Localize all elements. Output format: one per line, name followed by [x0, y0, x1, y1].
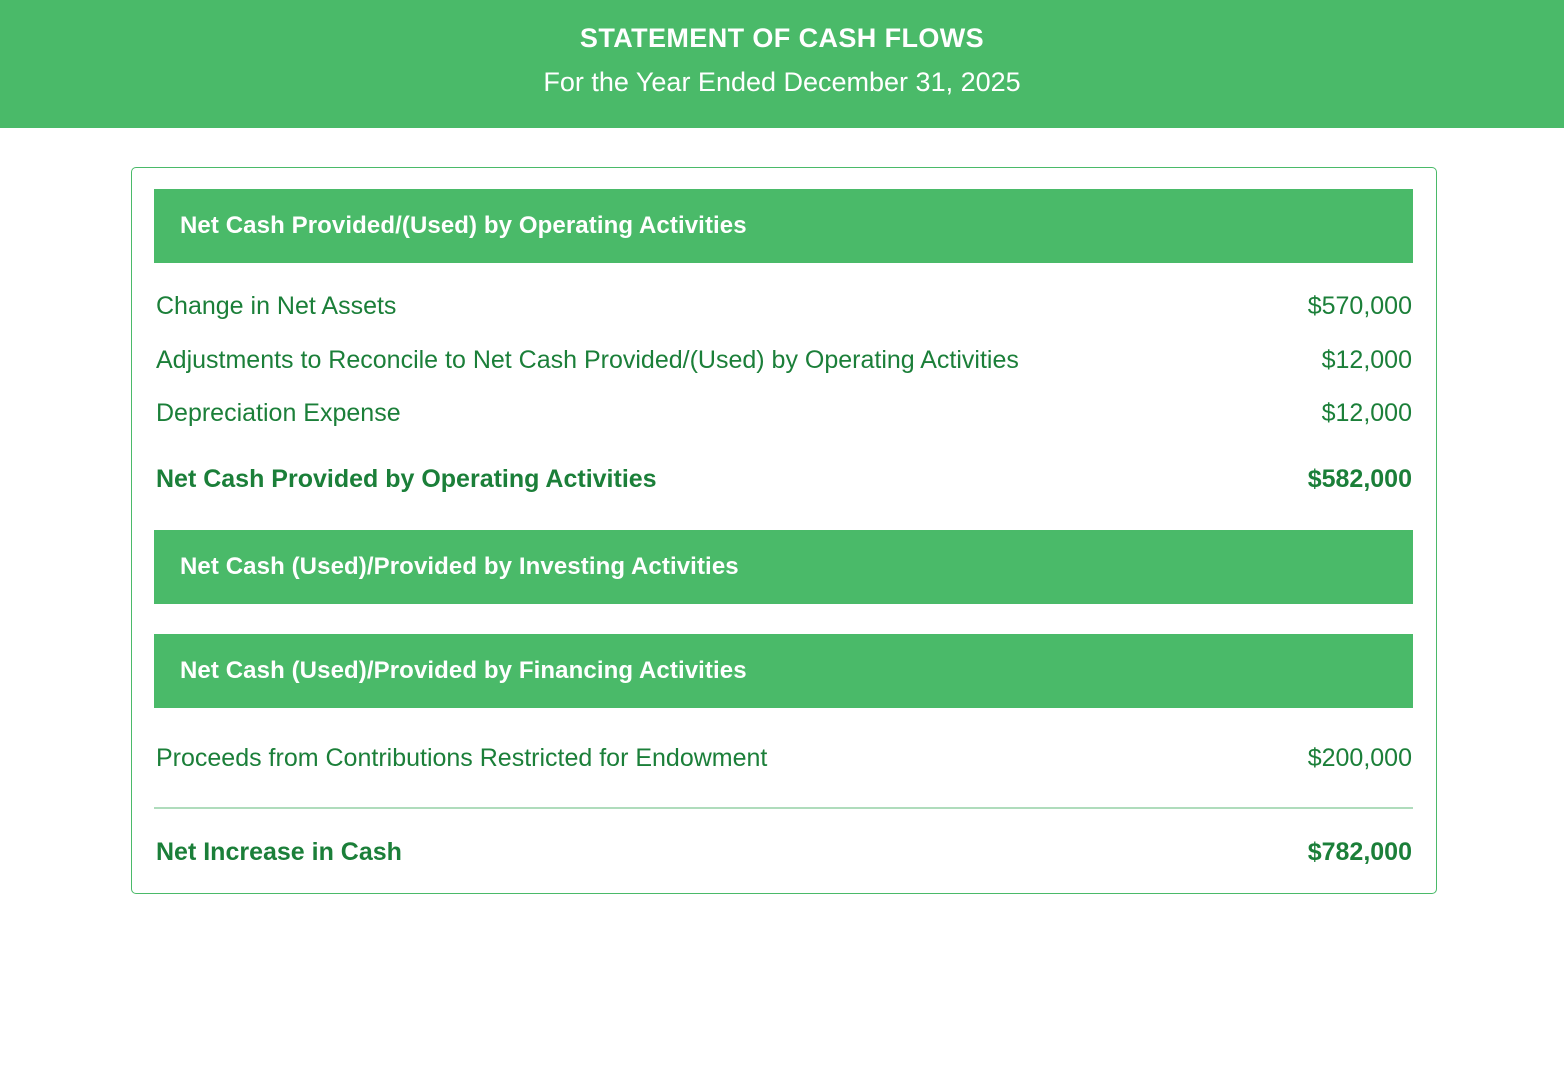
- row-amount-net-cash-provided-by-operating-activities: $582,000: [1307, 464, 1412, 493]
- section-header-label: Net Cash Provided/(Used) by Operating Activities: [180, 212, 747, 239]
- section-header-label: Net Cash (Used)/Provided by Financing Activities: [180, 657, 747, 684]
- row-label-proceeds-from-contributions-restricted-for-endowment: Proceeds from Contributions Restricted for Endowment: [156, 744, 768, 772]
- row-amount-net-increase-in-cash: $782,000: [1307, 837, 1412, 866]
- spacer: [154, 263, 1413, 289]
- section-header-label: Net Cash (Used)/Provided by Investing Activities: [180, 553, 739, 580]
- spacer: [154, 604, 1413, 634]
- spacer: [154, 809, 1413, 835]
- row-label-depreciation-expense: Depreciation Expense: [156, 399, 401, 427]
- table-row: [154, 289, 1413, 325]
- spacer: [154, 325, 1413, 343]
- card-wrapper: [0, 128, 1564, 894]
- table-row-subtotal: [154, 462, 1413, 498]
- row-amount-depreciation-expense: $12,000: [1321, 399, 1412, 427]
- table-row: [154, 396, 1413, 432]
- page-subtitle: For the Year Ended December 31, 2025: [543, 66, 1021, 97]
- spacer: [154, 497, 1413, 530]
- row-amount-adjustments-to-reconcile: $12,000: [1321, 345, 1412, 374]
- row-label-change-in-net-assets: Change in Net Assets: [156, 292, 397, 320]
- table-row-total: [154, 835, 1413, 871]
- row-label-net-increase-in-cash: Net Increase in Cash: [156, 837, 402, 866]
- cash-flow-statement-card: [131, 167, 1437, 894]
- row-label-net-cash-provided-by-operating-activities: Net Cash Provided by Operating Activities: [156, 464, 657, 493]
- table-row: [154, 741, 1413, 777]
- row-amount-proceeds-from-contributions-restricted-for-endowment: $200,000: [1307, 744, 1412, 772]
- spacer: [154, 378, 1413, 396]
- page-title: STATEMENT OF CASH FLOWS: [579, 23, 985, 53]
- section-header-financing-activities: [154, 634, 1413, 708]
- row-amount-change-in-net-assets: $570,000: [1307, 292, 1412, 320]
- spacer: [154, 432, 1413, 462]
- row-label-adjustments-to-reconcile: Adjustments to Reconcile to Net Cash Provided/(Used) by Operating Activities: [156, 345, 1019, 374]
- spacer: [154, 708, 1413, 741]
- section-header-investing-activities: [154, 530, 1413, 604]
- section-header-operating-activities: [154, 189, 1413, 263]
- table-row: [154, 343, 1413, 379]
- page-banner: [0, 0, 1564, 128]
